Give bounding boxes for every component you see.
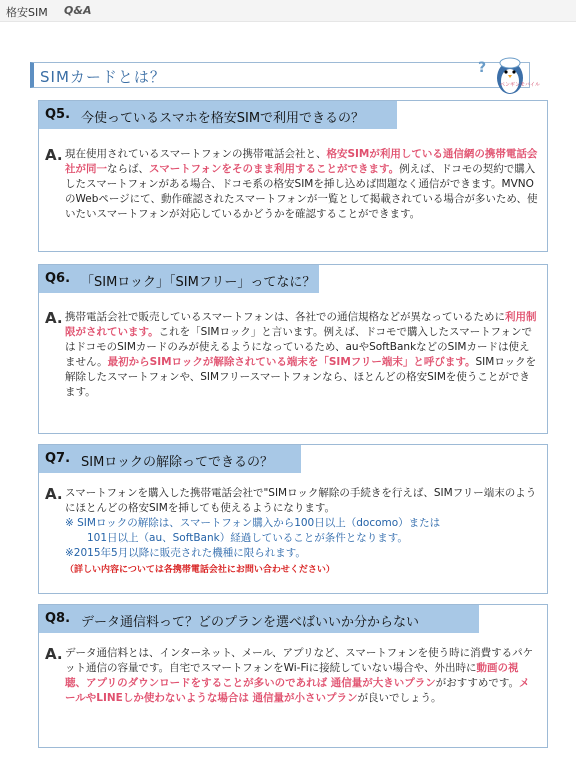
answer-label: A. — [45, 309, 63, 327]
question-number: Q5. — [45, 107, 71, 122]
breadcrumb-qa: Q&A — [64, 4, 92, 17]
qa-card-q5 — [38, 100, 548, 252]
qa-card-q6 — [38, 264, 548, 434]
answer-text: 携帯電話会社で販売しているスマートフォンは、各社での通信規格などが異なっているために利用制限がされています。これを「SIMロック」と言います。例えば、ドコモで購入したスマートフォンではドコモのSIMカードのみが使えるようになっているため、auやSoftBankなどのSIMカードは使えません。最初からSIMロックが解除されている端末を「SIMフリー端末」と呼びます。SIMロックを解除したスマートフォンや、SIMフリースマートフォンなら、ほとんどの格安SIMを使うことができます。 — [65, 311, 537, 398]
note-line: 101日以上（au、SoftBank）経過していることが条件となります。 — [87, 532, 408, 544]
qa-card-q8 — [38, 604, 548, 748]
question-number: Q8. — [45, 611, 71, 626]
question-number: Q7. — [45, 451, 71, 466]
breadcrumb — [0, 0, 576, 22]
answer-label: A. — [45, 485, 63, 503]
answer-text: データ通信料とは、インターネット、メール、アプリなど、スマートフォンを使う時に消費するパケット通信の容量です。自宅でスマートフォンをWi-Fiに接続していない場合や、外出時に動画の視聴、アプリのダウンロードをすることが多いのであれば 通信量が大きいプランがおすすめです。メールやLINEしか使わないような場合は 通信量が小さいプランが良いでしょう。 — [65, 647, 534, 704]
breadcrumb-sim[interactable]: 格安SIM — [6, 6, 48, 19]
svg-text:?: ? — [478, 60, 487, 76]
answer-label: A. — [45, 645, 63, 663]
question-text: 今使っているスマホを格安SIMで利用できるの？ — [81, 111, 365, 126]
answer-text: スマートフォンを購入した携帯電話会社で"SIMロック解除の手続きを行えば、SIMフリー端末のようにほとんどの格安SIMを挿しても使えるようになります。 ※ SIMロックの解除は、スマートフォン購入から100日以上（docomo）または 101日以上（au、SoftBank）経過していることが条件となります。 ※2015年5月以降に販売された機種に限られます。 （詳しい内容については各携帯電話会社にお問い合わせください） — [65, 486, 539, 578]
question-text: データ通信料って？どのプランを選べばいいか分からない — [81, 615, 420, 630]
note-line: ※2015年5月以降に販売された機種に限られます。 — [65, 547, 306, 559]
qa-card-q7 — [38, 444, 548, 594]
answer-label: A. — [45, 146, 63, 164]
note-line: ※ SIMロックの解除は、スマートフォン購入から100日以上（docomo）または — [65, 517, 441, 529]
penguin-mascot-icon — [470, 50, 540, 98]
question-text: 「SIMロック」「SIMフリー」ってなに？ — [81, 275, 316, 290]
contact-note: （詳しい内容については各携帯電話会社にお問い合わせください） — [65, 565, 335, 575]
section-title: SIMカードとは？ — [40, 68, 166, 86]
mascot-label: ペンギンモバイル — [500, 82, 540, 88]
answer-text: 現在使用されているスマートフォンの携帯電話会社と、格安SIMが利用している通信網の携帯電話会社が同一ならば、スマートフォンをそのまま利用することができます。例えば、ドコモの契約で購入したスマートフォンがある場合、ドコモ系の格安SIMを挿し込めば問題なく通信ができます。MVNOのWebページにて、動作確認されたスマートフォンが一覧として掲載されている場合が多いため、使いたいスマートフォンが対応しているかどうかを確認することができます。 — [65, 148, 538, 220]
question-number: Q6. — [45, 271, 71, 286]
question-text: SIMロックの解除ってできるの？ — [81, 455, 274, 470]
